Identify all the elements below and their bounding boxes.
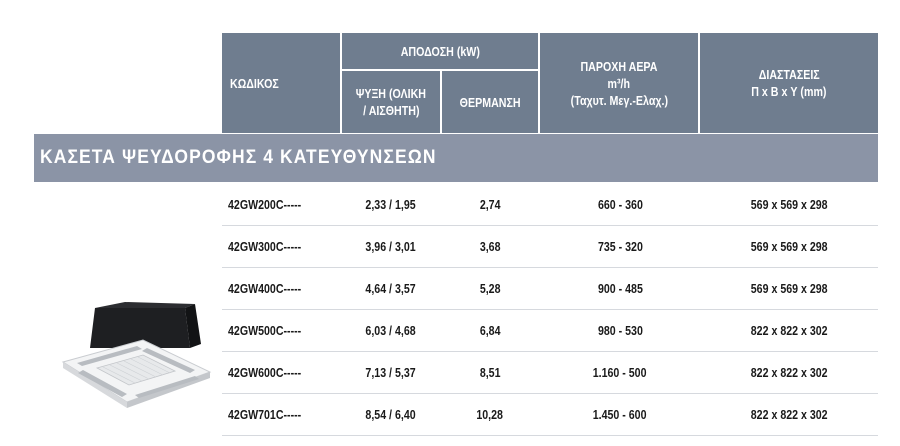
- header-airflow-line1: ΠΑΡΟΧΗ ΑΕΡΑ: [580, 58, 658, 74]
- header-dimensions: [700, 33, 878, 133]
- cell-cooling: 4,64 / 3,57: [365, 281, 417, 296]
- header-output: [342, 33, 538, 69]
- cell-heating: 5,28: [479, 281, 501, 296]
- header-airflow-line2: m³/h: [607, 75, 631, 91]
- header-code-label: ΚΩΔΙΚΟΣ: [230, 75, 279, 91]
- cell-airflow: 1.450 - 600: [593, 407, 647, 422]
- header-airflow: [540, 33, 698, 133]
- cell-dimensions: 822 x 822 x 302: [750, 407, 828, 422]
- header-code: [222, 33, 340, 133]
- cell-cooling: 8,54 / 6,40: [365, 407, 417, 422]
- cell-cooling: 2,33 / 1,95: [365, 197, 417, 212]
- cell-dimensions: 569 x 569 x 298: [750, 239, 828, 254]
- section-title: ΚΑΣΕΤΑ ΨΕΥΔΟΡΟΦΗΣ 4 ΚΑΤΕΥΘΥΝΣΕΩΝ: [40, 147, 437, 168]
- table-row: [222, 268, 878, 310]
- cell-code: 42GW300C-----: [228, 239, 302, 254]
- cell-cooling: 3,96 / 3,01: [365, 239, 417, 254]
- table-row: [222, 184, 878, 226]
- cell-heating: 8,51: [479, 365, 501, 380]
- cell-cooling: 6,03 / 4,68: [365, 323, 417, 338]
- cell-dimensions: 822 x 822 x 302: [750, 323, 828, 338]
- header-dimensions-line2: Π x Β x Υ (mm): [751, 84, 827, 99]
- header-output-label: ΑΠΟΔΟΣΗ (kW): [400, 43, 480, 59]
- cell-code: 42GW200C-----: [228, 197, 302, 212]
- cell-heating: 10,28: [476, 407, 504, 422]
- cell-code: 42GW701C-----: [228, 407, 302, 422]
- table-row: [222, 352, 878, 394]
- cell-airflow: 1.160 - 500: [593, 365, 647, 380]
- cell-dimensions: 569 x 569 x 298: [750, 281, 828, 296]
- header-heating-label: ΘΕΡΜΑΝΣΗ: [459, 94, 521, 110]
- cell-cooling: 7,13 / 5,37: [365, 365, 417, 380]
- cell-heating: 3,68: [479, 239, 501, 254]
- cell-heating: 2,74: [479, 197, 501, 212]
- header-airflow-line3: (Ταχυτ. Μεγ.-Ελαχ.): [570, 92, 668, 108]
- header-cooling-line1: ΨΥΞΗ (ΟΛΙΚΗ: [355, 86, 427, 101]
- ceiling-cassette-unit-icon: [55, 300, 215, 410]
- cell-airflow: 980 - 530: [597, 323, 643, 338]
- header-dimensions-line1: ΔΙΑΣΤΑΣΕΙΣ: [758, 67, 820, 82]
- cell-heating: 6,84: [479, 323, 501, 338]
- table-row: [222, 394, 878, 436]
- data-table: [222, 184, 878, 436]
- section-title-band: [34, 134, 878, 182]
- table-row: [222, 310, 878, 352]
- cell-code: 42GW400C-----: [228, 281, 302, 296]
- cell-dimensions: 569 x 569 x 298: [750, 197, 828, 212]
- cell-airflow: 735 - 320: [597, 239, 643, 254]
- cell-code: 42GW500C-----: [228, 323, 302, 338]
- cell-airflow: 660 - 360: [597, 197, 643, 212]
- cell-code: 42GW600C-----: [228, 365, 302, 380]
- table-row: [222, 226, 878, 268]
- header-cooling-line2: / ΑΙΣΘΗΤΗ): [362, 103, 420, 118]
- header-cooling: [342, 71, 440, 133]
- header-heating: [442, 71, 538, 133]
- cell-airflow: 900 - 485: [597, 281, 643, 296]
- cell-dimensions: 822 x 822 x 302: [750, 365, 828, 380]
